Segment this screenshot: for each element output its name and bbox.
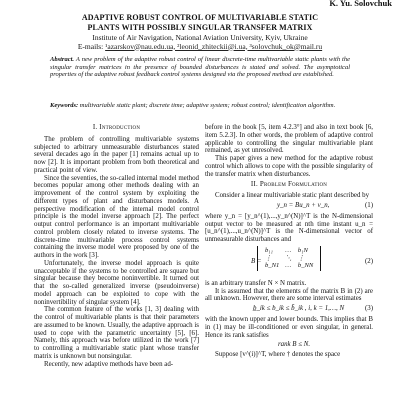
emails-links[interactable]: ¹azarskov@nau.edu.ua, ²leonid_zhiteckii@i.ua, ³solovchuk_ok@mail.ru [105, 41, 323, 51]
emails-line [0, 43, 400, 52]
matrix-row [262, 262, 316, 270]
matrix-cell: ⋱ [285, 254, 292, 262]
section-2-heading: II. Problem Formulation [250, 180, 328, 189]
matrix-row [262, 247, 316, 255]
equation-2 [205, 246, 373, 280]
matrix-cell: b_N1 [265, 262, 280, 270]
abstract-text: A new problem of the adaptive robust control of linear discrete-time multivariable static plants with the singular transfer matrices in the presence of bounded disturbances is stated and solved. The asymptotical properties of the adaptive robust feedback control systems designed via the proposed method are established. [50, 56, 350, 79]
section-1-heading: I. Introduction [92, 123, 141, 131]
paper-title [0, 13, 400, 33]
title-line-2: PLANTS WITH POSSIBLY SINGULAR TRANSFER MATRIX [87, 23, 313, 32]
right-column [205, 124, 373, 359]
matrix-cell: b₁N [297, 246, 308, 254]
where-text: where y_n = [y_n^(1),...,y_n^(N)]^T is the N-dimensional output vector to be measured at nth time instant u_n = [u_n^(1),...,u_n^(N)]^T is the N-dimensional vector of unmeasurable disturbances and [205, 212, 373, 243]
keywords-label: Keywords: [50, 102, 79, 109]
equation-3-number: (3) [364, 305, 373, 312]
right-paragraph-2: This paper gives a new method for the adaptive robust control which allows to cope with the possible singularity of the transfer matrix when disturbances. [205, 155, 373, 178]
arbitrary-matrix-text: is an arbitrary transfer N × N matrix. [205, 279, 307, 287]
intro-paragraph-3: Unfortunately, the inverse model approach is quite unacceptable if the systems to be controlled are square but singular because they become noninvertible. It turned out that the so-called generalized inverse (pseudoinverse) model approach can be exploited to cope with the noninvertibility of singular system [4]. [34, 259, 199, 306]
left-column [34, 124, 199, 368]
assumed-text: It is assumed that the elements of the matrix B in (2) are all unknown. However, there are some interval estimates [205, 287, 373, 303]
affiliation [0, 34, 400, 51]
matrix-b-table [262, 247, 316, 270]
bounds-text: with the known upper and lower bounds. This implies that B in (1) may be ill-conditioned or even singular, in general. Hence its rank satisfies [205, 316, 373, 339]
matrix-cell: ⋮ [297, 254, 305, 262]
abstract [50, 56, 350, 79]
abstract-label: Abstract. [50, 56, 75, 63]
matrix-b [257, 246, 321, 271]
emails-label: E-mails: [77, 41, 104, 51]
equation-3-body: b̲_ik ≤ b_ik ≤ b̄_ik , i, k = 1,…, N [253, 305, 345, 312]
right-intro-paragraph: before in the book [5, item 4.2.3°] and also in text book [6, item 5.2.3]. In other words, the problem of adaptive control applicable to controlling the singular multivariable plant remained, as yet unresolved. [205, 124, 373, 155]
equation-2-number: (2) [364, 257, 373, 265]
equation-1-body: y_n = Bu_n + v_n, [277, 201, 330, 209]
equation-3 [205, 305, 373, 316]
intro-paragraph-1: The problem of controlling multivariable systems subjected to arbitrary unmeasurable disturbances stated several decades ago in the paper [1] remains actual up to now [2]. It is important problem from both theoretical and practical point of view. [34, 135, 199, 174]
suppose-text: Suppose [v^(i)]^T, where † denotes the space [215, 351, 341, 358]
equation-2-lhs: B = [251, 257, 262, 265]
matrix-cell: … [285, 262, 292, 270]
matrix-cell: ⋮ [265, 254, 272, 262]
matrix-cell: … [285, 246, 292, 254]
keywords [50, 102, 350, 110]
equation-1-number: (1) [364, 201, 373, 209]
institute: Institute of Air Navigation, National Aviation University, Kyiv, Ukraine [92, 33, 308, 42]
keywords-text: multivariable static plant; discrete time; adaptive system; robust control; identification algorithm. [79, 102, 336, 109]
matrix-cell: b_NN [297, 262, 314, 270]
intro-paragraph-2: Since the seventies, the so-called internal model method becomes popular among other methods dealing with an improvement of the control system by exploiting the different types of plant and disturbances models. A perspective modification of the internal model control principle is the model inverse approach [2]. The perfect output control performance is an important multivariable control problem closely related to inverse systems. The discrete-time multivariable process control systems containing the inverse model were proposed by one of the authors in the work [3]. [34, 174, 199, 259]
title-line-1: ADAPTIVE ROBUST CONTROL OF MULTIVARIABLE STATIC [81, 13, 319, 22]
authors-tail: K. Yu. Solovchuk [329, 0, 392, 8]
consider-text: Consider a linear multivariable static plant described by [215, 192, 370, 199]
matrix-cell: b₁₁ [265, 246, 273, 254]
rank-equation: rank B ≤ N. [277, 341, 311, 349]
equation-1 [205, 202, 373, 213]
intro-paragraph-5: Recently, new adaptive methods have been ad- [44, 360, 174, 368]
intro-paragraph-4: The common feature of the works [1, 3] dealing with the control of multivariable plants is that their parameters are assumed to be known. Usually, the adaptive approach is used to cope with the parametric uncertainty [5], [6]. Namely, this approach was before utilized in the work [7] to controlling a multivariable static plant whose transfer matrix is unknown but nonsingular. [34, 306, 199, 360]
matrix-row [262, 255, 316, 263]
